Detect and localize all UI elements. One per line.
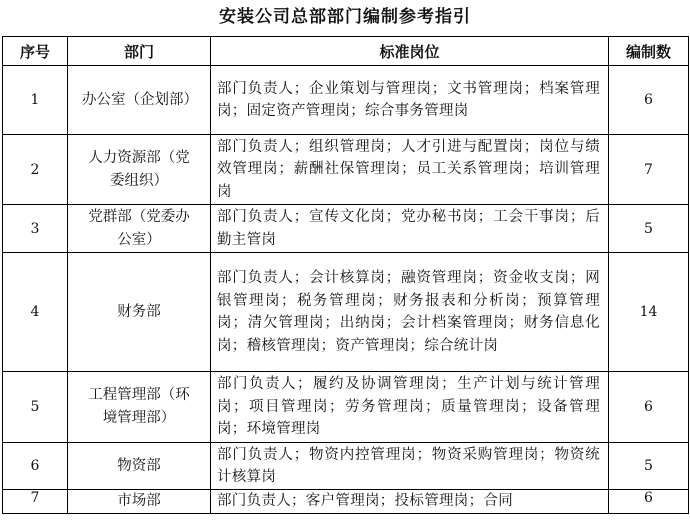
staffing-table xyxy=(2,36,689,514)
table-row xyxy=(3,205,689,253)
row-headcount: 6 xyxy=(609,372,689,443)
row-positions: 部门负责人；宣传文化岗；党办秘书岗；工会干事岗；后勤主管岗 xyxy=(211,205,609,253)
row-positions: 部门负责人；物资内控管理岗；物资采购管理岗；物资统计核算岗 xyxy=(211,443,609,490)
table-row xyxy=(3,490,689,514)
row-positions: 部门负责人；会计核算岗；融资管理岗；资金收支岗；网银管理岗；税务管理岗；财务报表和分析岗；预算管理岗；清欠管理岗；出纳岗；会计档案管理岗；财务信息化岗；稽核管理岗；资产管理岗；综合统计岗 xyxy=(211,253,609,372)
row-department: 财务部 xyxy=(68,253,211,372)
row-positions: 部门负责人；客户管理岗；投标管理岗；合同 xyxy=(211,490,609,514)
row-headcount: 14 xyxy=(609,253,689,372)
row-index: 3 xyxy=(3,205,68,253)
header-headcount: 编制数 xyxy=(609,37,689,66)
header-positions: 标准岗位 xyxy=(211,37,609,66)
row-positions: 部门负责人；履约及协调管理岗；生产计划与统计管理岗；项目管理岗；劳务管理岗；质量管理岗；设备管理岗；环境管理岗 xyxy=(211,372,609,443)
table-row xyxy=(3,135,689,205)
row-index: 1 xyxy=(3,66,68,135)
table-row xyxy=(3,372,689,443)
row-index: 7 xyxy=(3,490,68,514)
row-department: 工程管理部（环境管理部） xyxy=(68,372,211,443)
row-department: 党群部（党委办公室） xyxy=(68,205,211,253)
header-department: 部门 xyxy=(68,37,211,66)
page-title: 安装公司总部部门编制参考指引 xyxy=(219,7,471,27)
row-positions: 部门负责人；企业策划与管理岗；文书管理岗；档案管理岗；固定资产管理岗；综合事务管理岗 xyxy=(211,66,609,135)
row-department: 市场部 xyxy=(68,490,211,514)
row-positions: 部门负责人；组织管理岗；人才引进与配置岗；岗位与绩效管理岗；薪酬社保管理岗；员工关系管理岗；培训管理岗 xyxy=(211,135,609,205)
row-index: 6 xyxy=(3,443,68,490)
row-index: 4 xyxy=(3,253,68,372)
row-index: 5 xyxy=(3,372,68,443)
row-department: 办公室（企划部） xyxy=(68,66,211,135)
row-headcount: 7 xyxy=(609,135,689,205)
table-row xyxy=(3,66,689,135)
row-index: 2 xyxy=(3,135,68,205)
header-index: 序号 xyxy=(3,37,68,66)
row-headcount: 6 xyxy=(609,66,689,135)
row-headcount: 5 xyxy=(609,443,689,490)
table-header-row xyxy=(3,37,689,66)
table-row xyxy=(3,253,689,372)
row-department: 人力资源部（党委组织） xyxy=(68,135,211,205)
row-headcount: 6 xyxy=(609,490,689,514)
row-headcount: 5 xyxy=(609,205,689,253)
table-row xyxy=(3,443,689,490)
row-department: 物资部 xyxy=(68,443,211,490)
